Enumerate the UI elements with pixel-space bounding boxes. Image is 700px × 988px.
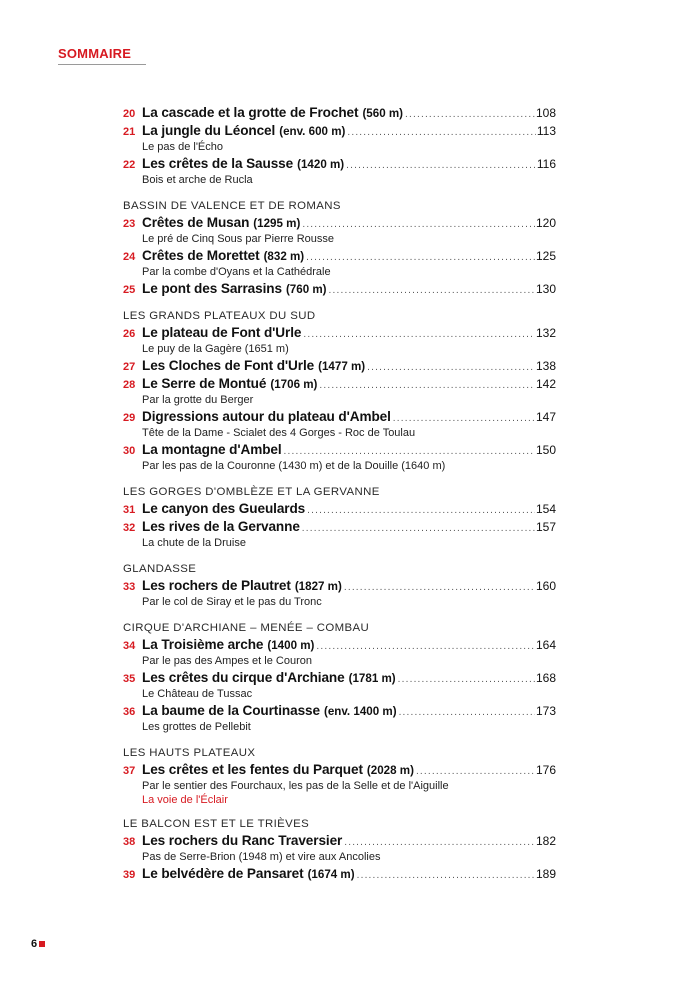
page-footer — [31, 938, 45, 950]
toc-section — [123, 816, 556, 883]
toc-section — [123, 745, 556, 806]
section-heading: LE BALCON EST ET LE TRIÈVES — [123, 818, 310, 830]
entry-page-number: 108 — [535, 106, 556, 120]
page-number: 6 — [31, 938, 38, 950]
entry-subtitle: Les grottes de Pellebit — [142, 721, 251, 733]
entry-title: La baume de la Courtinasse — [142, 703, 320, 718]
entry-altitude: (1674 m) — [307, 868, 355, 881]
entry-number: 26 — [123, 328, 136, 340]
entry-subtitle: Par la grotte du Berger — [142, 394, 254, 406]
toc-entry[interactable] — [123, 357, 556, 375]
dot-leader — [398, 671, 535, 689]
entry-title: Digressions autour du plateau d'Ambel — [142, 409, 391, 424]
entry-altitude: (1706 m) — [270, 378, 318, 391]
dot-leader — [303, 326, 535, 344]
toc-entry[interactable] — [123, 441, 556, 459]
entry-page-number: 182 — [535, 834, 556, 848]
entry-page-number: 150 — [535, 443, 556, 457]
entry-page-number: 138 — [535, 359, 556, 373]
entry-page-number: 164 — [535, 638, 556, 652]
entry-subtitle: Par le sentier des Fourchaux, les pas de la Selle et de l'Aiguille — [142, 780, 449, 792]
section-heading: GLANDASSE — [123, 563, 197, 575]
entry-altitude: (832 m) — [263, 250, 305, 263]
section-heading: BASSIN DE VALENCE ET DE ROMANS — [123, 200, 341, 212]
entry-altitude: (560 m) — [362, 107, 404, 120]
dot-leader — [346, 157, 536, 175]
entry-title: Le plateau de Font d'Urle — [142, 325, 302, 340]
entry-page-number: 176 — [535, 763, 556, 777]
toc-entry[interactable] — [123, 865, 556, 883]
section-heading: LES HAUTS PLATEAUX — [123, 747, 256, 759]
entry-subtitle: Tête de la Dame - Scialet des 4 Gorges - Roc de Toulau — [142, 427, 416, 439]
toc-section — [123, 308, 556, 474]
entry-subtitle: Le pas de l'Écho — [142, 141, 223, 153]
dot-leader — [319, 377, 535, 395]
entry-subtitle: Le Château de Tussac — [142, 688, 253, 700]
entry-page-number: 132 — [535, 326, 556, 340]
entry-number: 37 — [123, 765, 136, 777]
table-of-contents — [123, 104, 556, 883]
entry-title: Les rives de la Gervanne — [142, 519, 300, 534]
entry-title: Le pont des Sarrasins — [142, 281, 282, 296]
section-heading: CIRQUE D'ARCHIANE – MENÉE – COMBAU — [123, 622, 370, 634]
entry-title: Les rochers du Ranc Traversier — [142, 833, 343, 848]
toc-entry[interactable] — [123, 104, 556, 122]
entry-number: 39 — [123, 869, 136, 881]
toc-section — [123, 104, 556, 188]
entry-page-number: 168 — [535, 671, 556, 685]
toc-entry[interactable] — [123, 375, 556, 393]
entry-number: 38 — [123, 836, 136, 848]
entry-subtitle: Pas de Serre-Brion (1948 m) et vire aux Ancolies — [142, 851, 381, 863]
toc-entry[interactable] — [123, 518, 556, 536]
entry-title: Les Cloches de Font d'Urle — [142, 358, 315, 373]
dot-leader — [357, 867, 535, 885]
entry-altitude: (760 m) — [285, 283, 327, 296]
entry-subtitle: Par le pas des Ampes et le Couron — [142, 655, 312, 667]
entry-number: 30 — [123, 445, 136, 457]
entry-highlight-subtitle: La voie de l'Éclair — [142, 794, 228, 806]
section-heading: LES GRANDS PLATEAUX DU SUD — [123, 310, 316, 322]
entry-page-number: 120 — [535, 216, 556, 230]
toc-entry[interactable] — [123, 636, 556, 654]
dot-leader — [316, 638, 535, 656]
toc-entry[interactable] — [123, 408, 556, 426]
entry-title: Crêtes de Morettet — [142, 248, 260, 263]
entry-number: 35 — [123, 673, 136, 685]
entry-altitude: (1827 m) — [294, 580, 342, 593]
entry-page-number: 147 — [535, 410, 556, 424]
entry-altitude: (2028 m) — [366, 764, 414, 777]
dot-leader — [344, 579, 535, 597]
entry-page-number: 154 — [535, 502, 556, 516]
entry-altitude: (1400 m) — [267, 639, 315, 652]
toc-entry[interactable] — [123, 155, 556, 173]
entry-title: Le belvédère de Pansaret — [142, 866, 304, 881]
entry-subtitle: Bois et arche de Rucla — [142, 174, 253, 186]
entry-subtitle: Par les pas de la Couronne (1430 m) et de la Douille (1640 m) — [142, 460, 446, 472]
entry-number: 20 — [123, 108, 136, 120]
entry-subtitle: Le pré de Cinq Sous par Pierre Rousse — [142, 233, 334, 245]
entry-page-number: 116 — [536, 157, 556, 171]
entry-altitude: (1420 m) — [297, 158, 345, 171]
dot-leader — [399, 704, 535, 722]
dot-leader — [302, 216, 535, 234]
entry-number: 25 — [123, 284, 136, 296]
page-title: SOMMAIRE — [58, 46, 146, 65]
toc-entry[interactable] — [123, 122, 556, 140]
entry-number: 29 — [123, 412, 136, 424]
entry-title: Crêtes de Musan — [142, 215, 250, 230]
toc-entry[interactable] — [123, 669, 556, 687]
toc-entry[interactable] — [123, 761, 556, 779]
entry-title: Le Serre de Montué — [142, 376, 267, 391]
toc-entry[interactable] — [123, 280, 556, 298]
entry-title: La montagne d'Ambel — [142, 442, 282, 457]
entry-altitude: (1295 m) — [253, 217, 301, 230]
dot-leader — [405, 106, 535, 124]
toc-section — [123, 561, 556, 610]
entry-page-number: 142 — [535, 377, 556, 391]
entry-page-number: 113 — [536, 124, 556, 138]
toc-section — [123, 198, 556, 298]
entry-altitude: (1781 m) — [348, 672, 396, 685]
dot-leader — [329, 282, 535, 300]
entry-title: Les crêtes de la Sausse — [142, 156, 294, 171]
entry-number: 28 — [123, 379, 136, 391]
dot-leader — [307, 502, 535, 520]
entry-number: 23 — [123, 218, 136, 230]
toc-entry[interactable] — [123, 832, 556, 850]
entry-page-number: 160 — [535, 579, 556, 593]
dot-leader — [302, 520, 535, 538]
entry-number: 34 — [123, 640, 136, 652]
toc-entry[interactable] — [123, 247, 556, 265]
entry-number: 32 — [123, 522, 136, 534]
entry-page-number: 130 — [535, 282, 556, 296]
entry-altitude: (env. 600 m) — [279, 125, 346, 138]
entry-altitude: (env. 1400 m) — [323, 705, 397, 718]
toc-entry[interactable] — [123, 214, 556, 232]
entry-number: 33 — [123, 581, 136, 593]
entry-subtitle: Par la combe d'Oyans et la Cathédrale — [142, 266, 331, 278]
entry-number: 24 — [123, 251, 136, 263]
entry-title: La cascade et la grotte de Frochet — [142, 105, 359, 120]
dot-leader — [367, 359, 535, 377]
toc-section — [123, 484, 556, 551]
entry-title: Les crêtes et les fentes du Parquet — [142, 762, 363, 777]
entry-title: La jungle du Léoncel — [142, 123, 276, 138]
entry-number: 36 — [123, 706, 136, 718]
toc-entry[interactable] — [123, 500, 556, 518]
entry-number: 22 — [123, 159, 136, 171]
entry-subtitle: Le puy de la Gagère (1651 m) — [142, 343, 289, 355]
entry-title: Le canyon des Gueulards — [142, 501, 306, 516]
entry-page-number: 173 — [535, 704, 556, 718]
toc-section — [123, 620, 556, 735]
entry-altitude: (1477 m) — [318, 360, 366, 373]
entry-number: 21 — [123, 126, 136, 138]
entry-title: La Troisième arche — [142, 637, 264, 652]
toc-entry[interactable] — [123, 577, 556, 595]
entry-subtitle: La chute de la Druise — [142, 537, 246, 549]
entry-page-number: 125 — [535, 249, 556, 263]
toc-entry[interactable] — [123, 702, 556, 720]
entry-title: Les crêtes du cirque d'Archiane — [142, 670, 345, 685]
red-square-icon — [39, 941, 45, 947]
entry-subtitle: Par le col de Siray et le pas du Tronc — [142, 596, 322, 608]
section-heading: LES GORGES D'OMBLÈZE ET LA GERVANNE — [123, 486, 380, 498]
toc-entry[interactable] — [123, 324, 556, 342]
entry-number: 27 — [123, 361, 136, 373]
entry-page-number: 189 — [535, 867, 556, 881]
entry-page-number: 157 — [535, 520, 556, 534]
dot-leader — [306, 249, 535, 267]
entry-title: Les rochers de Plautret — [142, 578, 291, 593]
entry-number: 31 — [123, 504, 136, 516]
dot-leader — [347, 124, 536, 142]
